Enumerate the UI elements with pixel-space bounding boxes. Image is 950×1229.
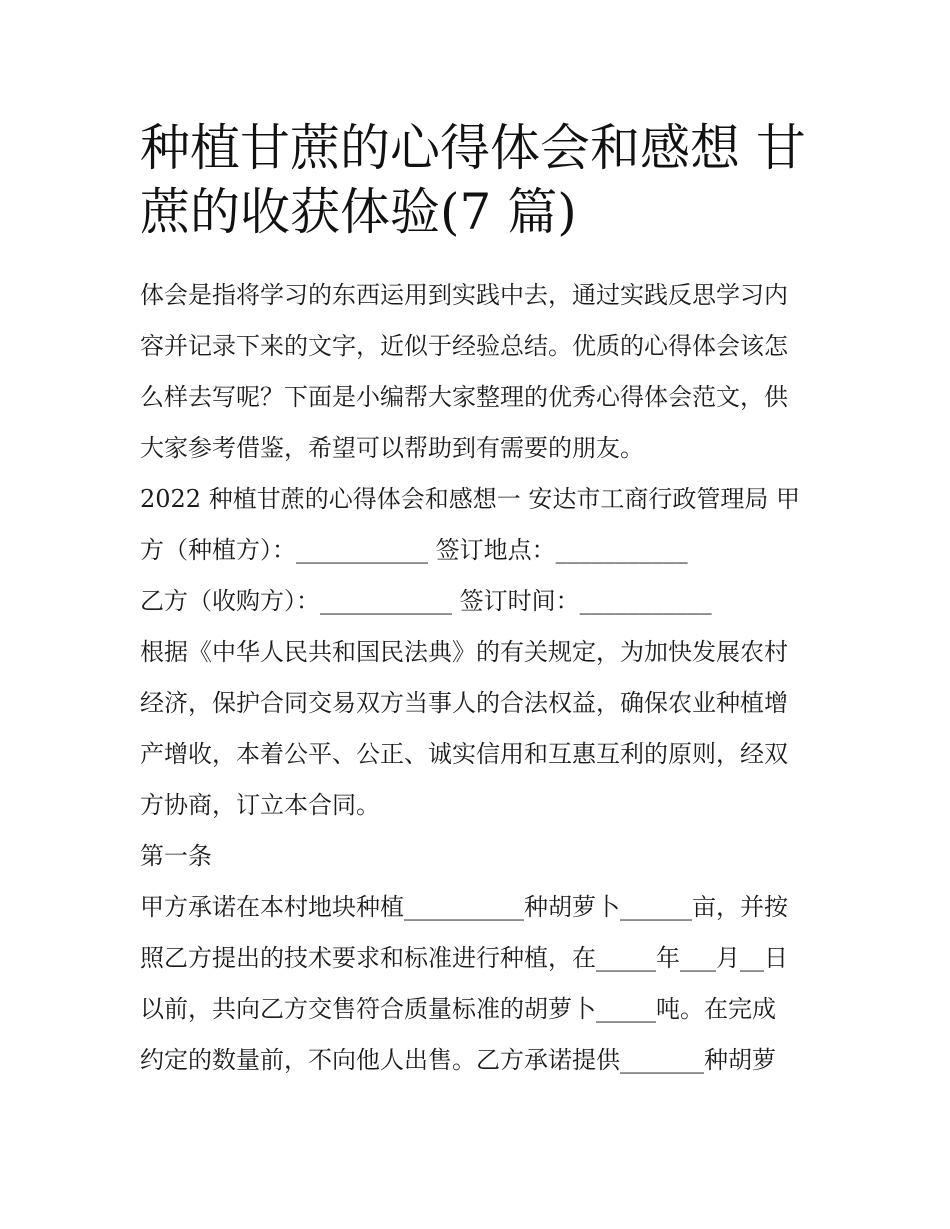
text-line: 容并记录下来的文字，近似于经验总结。优质的心得体会该怎 (140, 332, 788, 360)
text-line: 产增收，本着公平、公正、诚实信用和互惠互利的原则，经双 (140, 740, 788, 768)
text-line: 以前，共向乙方交售符合质量标准的胡萝卜_____吨。在完成 (140, 995, 776, 1023)
text-line: 乙方（收购方）：___________ 签订时间：___________ (140, 587, 712, 615)
title-line: 种植甘蔗的心得体会和感想 甘 (140, 119, 806, 177)
text-line: 根据《中华人民共和国民法典》的有关规定，为加快发展农村 (140, 638, 788, 666)
intro-paragraph (140, 270, 820, 474)
article-one-paragraph (140, 882, 820, 1086)
document-body (140, 270, 820, 1086)
text-line: 方协商，订立本合同。 (140, 791, 380, 819)
title-line: 蔗的收获体验(7 篇) (140, 183, 577, 241)
text-line: 么样去写呢？下面是小编帮大家整理的优秀心得体会范文，供 (140, 383, 788, 411)
text-line: 照乙方提出的技术要求和标准进行种植，在_____年___月__日 (140, 944, 788, 972)
text-line: 约定的数量前，不向他人出售。乙方承诺提供_______种胡萝 (140, 1046, 776, 1074)
text-line: 2022 种植甘蔗的心得体会和感想一 安达市工商行政管理局 甲 (140, 485, 800, 513)
text-line: 体会是指将学习的东西运用到实践中去，通过实践反思学习内 (140, 281, 788, 309)
contract-header-paragraph (140, 474, 820, 576)
article-heading (140, 831, 820, 882)
document-content (140, 116, 820, 1086)
text-line: 经济，保护合同交易双方当事人的合法权益，确保农业种植增 (140, 689, 788, 717)
text-line: 第一条 (140, 842, 212, 870)
text-line: 甲方承诺在本村地块种植__________种胡萝卜______亩，并按 (140, 893, 788, 921)
buyer-line-paragraph (140, 576, 820, 627)
text-line: 方（种植方）：___________ 签订地点：___________ (140, 536, 688, 564)
document-title (140, 116, 820, 244)
text-line: 大家参考借鉴，希望可以帮助到有需要的朋友。 (140, 434, 644, 462)
legal-basis-paragraph (140, 627, 820, 831)
